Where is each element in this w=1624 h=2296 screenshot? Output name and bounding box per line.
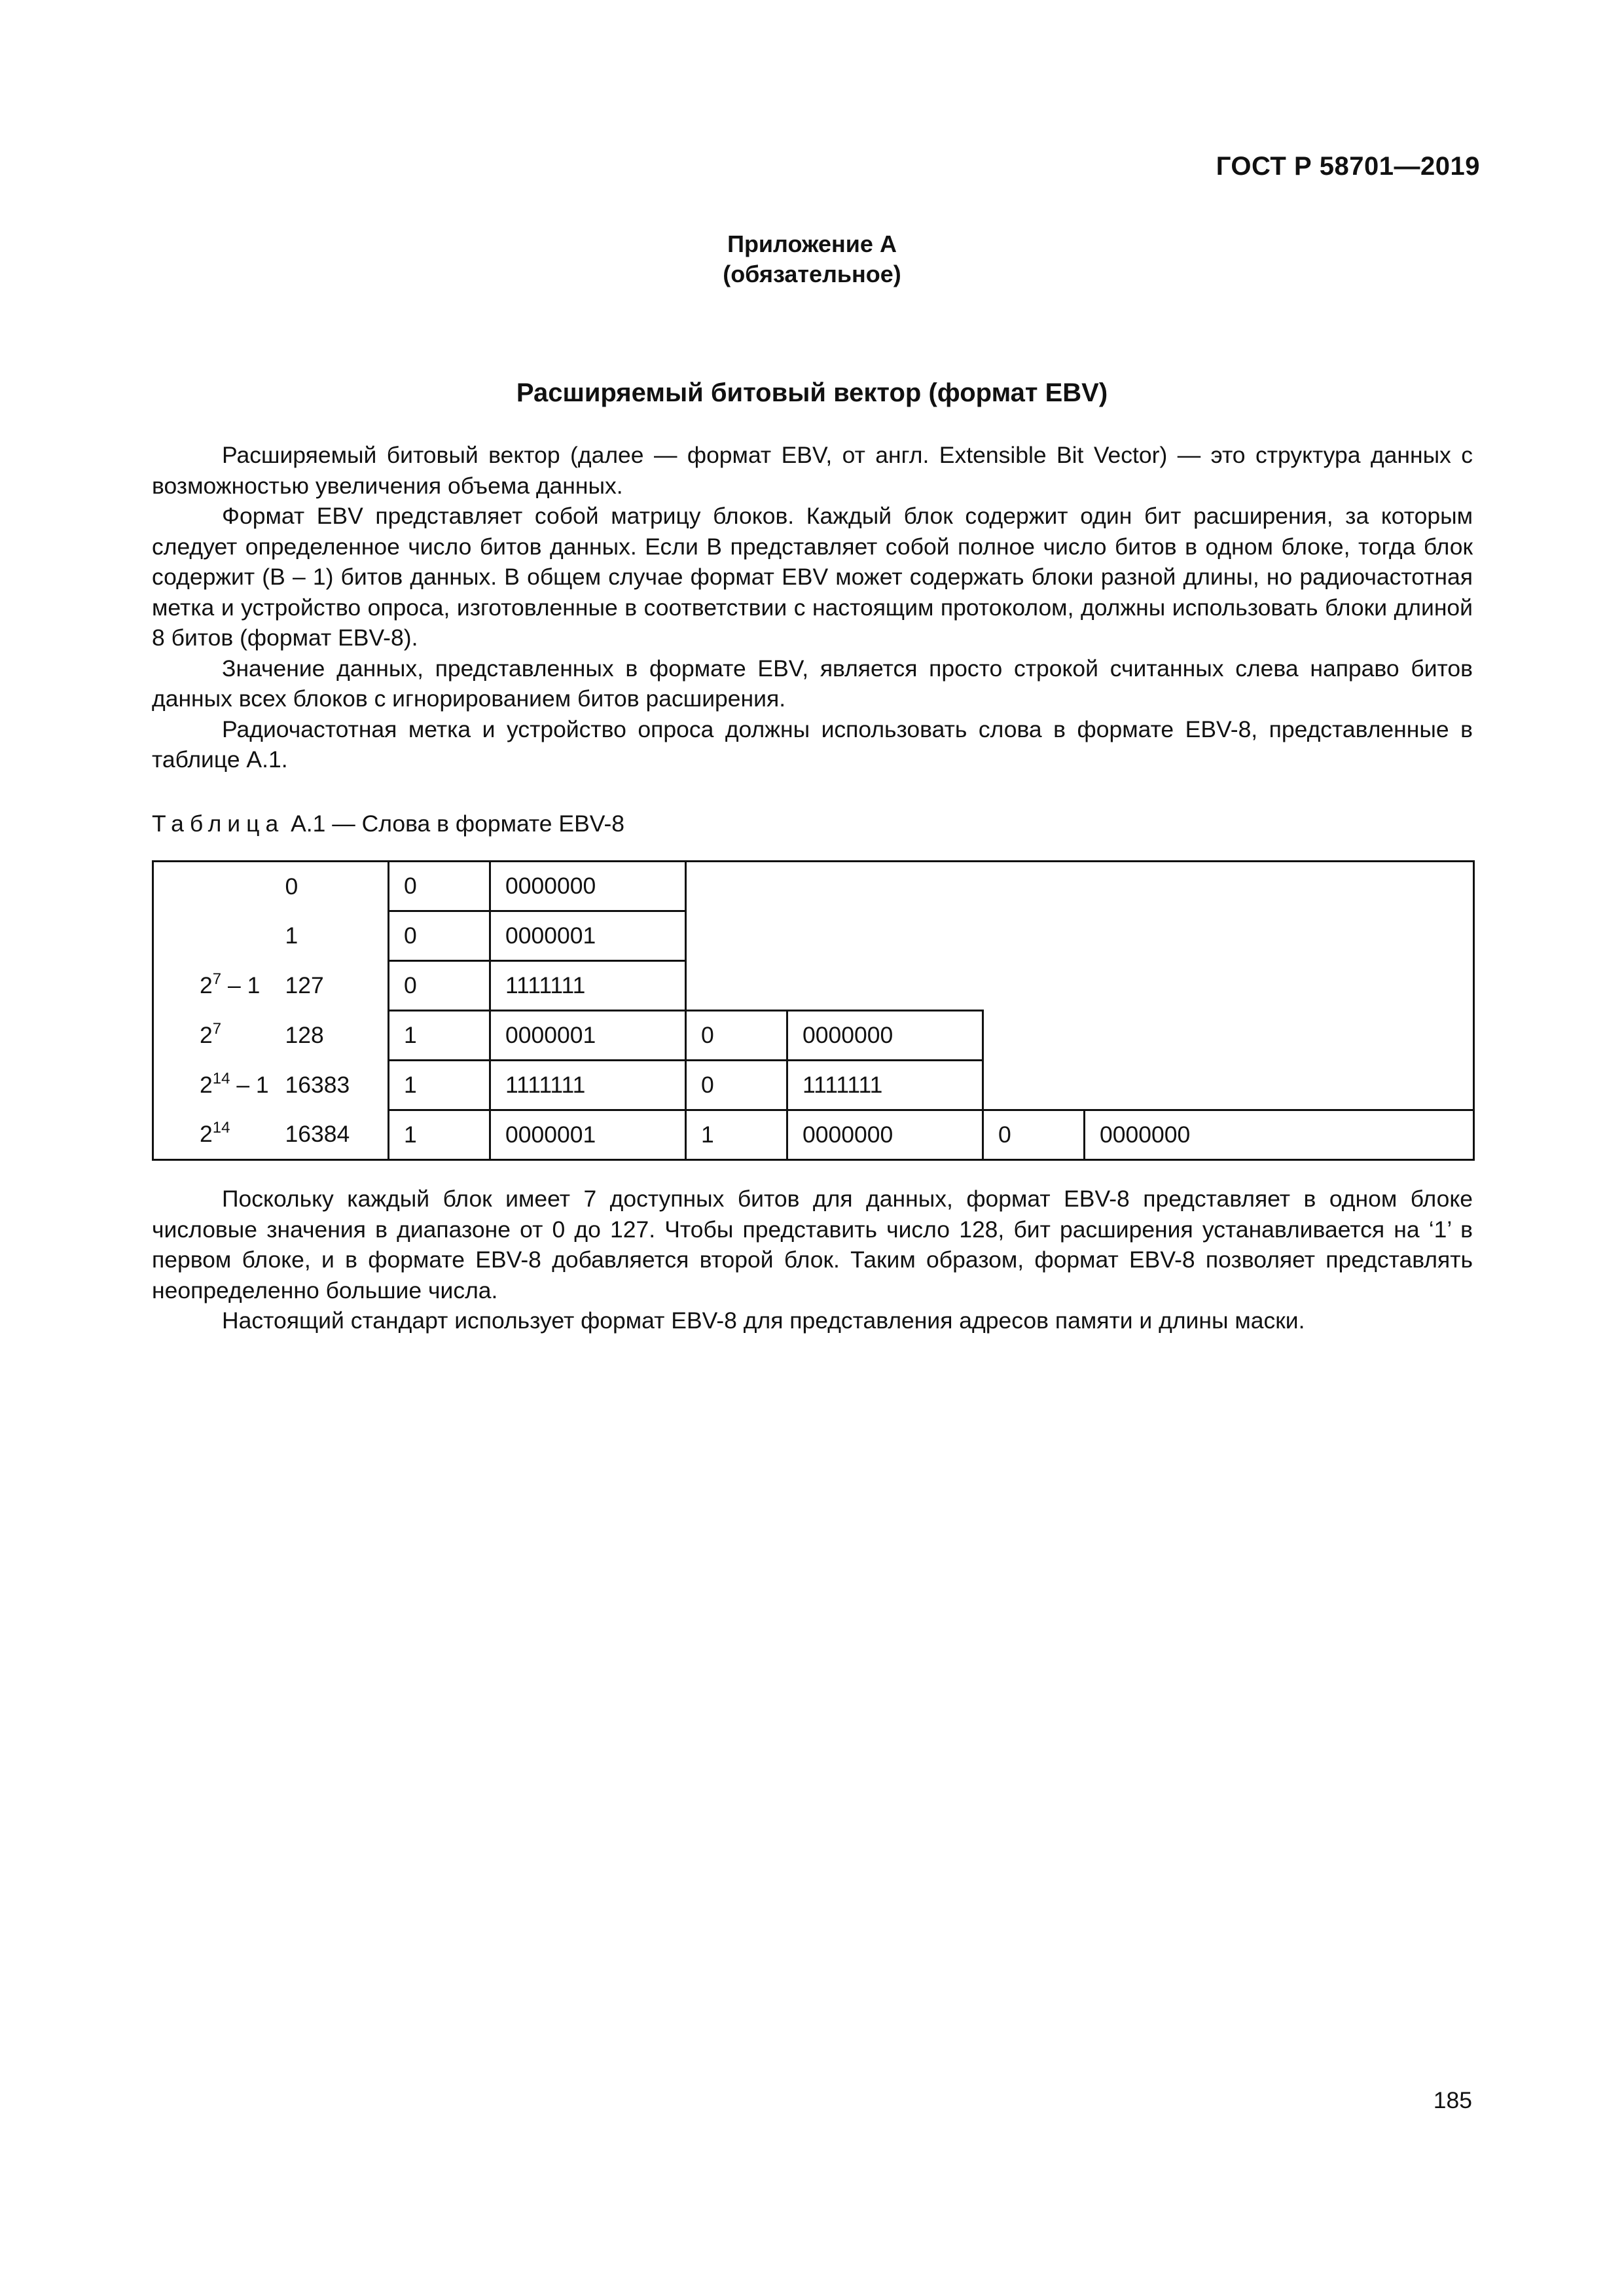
extension-bit-cell: 0 (686, 1061, 787, 1110)
table-row (153, 1011, 1474, 1061)
power-expression-cell (153, 1110, 271, 1160)
power-expression-cell (153, 911, 271, 961)
table-caption-label: Таблица (152, 811, 285, 837)
table-row (153, 862, 1474, 911)
data-bits-cell: 0000000 (490, 862, 686, 911)
extension-bit-cell: 0 (389, 911, 490, 961)
power-base: 2 (200, 1121, 213, 1148)
empty-cell (1085, 911, 1474, 961)
table-caption (152, 811, 624, 837)
appendix-label: Приложение А (727, 230, 897, 257)
data-bits-cell: 0000000 (787, 1011, 983, 1061)
data-bits-cell: 0000001 (490, 1110, 686, 1160)
paragraph: Значение данных, представленных в формате EBV, является просто строкой считанных слева направо битов данных всех блоков с игнорированием битов расширения. (152, 655, 1473, 712)
table-row (153, 961, 1474, 1011)
empty-cell (787, 862, 983, 911)
table-row (153, 911, 1474, 961)
empty-cell (983, 911, 1085, 961)
paragraph: Формат EBV представляет собой матрицу блоков. Каждый блок содержит один бит расширения, за которым следует определенное число битов данных. Если В представляет собой полное число битов в одном блоке, тогда блок содержит (В – 1) битов данных. В общем случае формат EBV может содержать блоки разной длины, но радиочастотная метка и устройство опроса, изготовленные в соответствии с настоящим протоколом, должны использовать блоки длиной 8 битов (формат EBV-8). (152, 503, 1473, 651)
paragraph: Расширяемый битовый вектор (далее — формат EBV, от англ. Extensible Bit Vector) — это структура данных с возможностью увеличения объема данных. (152, 442, 1473, 499)
extension-bit-cell: 0 (983, 1110, 1085, 1160)
table-row (153, 1110, 1474, 1160)
appendix-heading (0, 229, 1624, 289)
power-exponent: 7 (212, 1020, 222, 1038)
data-bits-cell: 1111111 (787, 1061, 983, 1110)
paragraph: Поскольку каждый блок имеет 7 доступных битов для данных, формат EBV-8 представляет в одном блоке числовые значения в диапазоне от 0 до 127. Чтобы представить число 128, бит расширения устанавливается на ‘1’ в первом блоке, и в формате EBV-8 добавляется второй блок. Таким образом, формат EBV-8 позволяет представлять неопределенно большие числа. (152, 1186, 1473, 1303)
empty-cell (787, 911, 983, 961)
power-expression-cell (153, 1011, 271, 1061)
power-base: 2 (200, 1022, 213, 1048)
power-suffix: – 1 (221, 972, 261, 998)
extension-bit-cell: 0 (389, 961, 490, 1011)
table-caption-text: А.1 — Слова в формате EBV-8 (291, 811, 625, 837)
empty-cell (686, 911, 787, 961)
data-bits-cell: 0000000 (1085, 1110, 1474, 1160)
extension-bit-cell: 0 (686, 1011, 787, 1061)
empty-cell (1085, 862, 1474, 911)
data-bits-cell: 1111111 (490, 961, 686, 1011)
empty-cell (1085, 1011, 1474, 1061)
empty-cell (787, 961, 983, 1011)
data-bits-cell: 0000000 (787, 1110, 983, 1160)
power-expression-cell (153, 1061, 271, 1110)
empty-cell (983, 1011, 1085, 1061)
empty-cell (983, 961, 1085, 1011)
power-base: 2 (200, 972, 213, 998)
decimal-value-cell: 16383 (285, 1072, 350, 1098)
power-base: 2 (200, 1072, 213, 1098)
decimal-value-cell: 127 (285, 972, 324, 998)
paragraph: Радиочастотная метка и устройство опроса должны использовать слова в формате EBV-8, представленные в таблице А.1. (152, 716, 1473, 773)
ebv8-table (152, 860, 1475, 1161)
standard-number: ГОСТ Р 58701—2019 (1216, 152, 1480, 181)
power-exponent: 7 (212, 970, 222, 988)
power-expression-cell (153, 862, 271, 911)
power-suffix: – 1 (230, 1072, 269, 1098)
decimal-value-cell: 1 (285, 922, 298, 949)
decimal-value-cell: 16384 (271, 1110, 389, 1160)
extension-bit-cell: 0 (389, 862, 490, 911)
power-expression-cell (153, 961, 271, 1011)
empty-cell (1085, 961, 1474, 1011)
table-row (153, 1061, 1474, 1110)
intro-text (152, 440, 1473, 775)
extension-bit-cell: 1 (389, 1011, 490, 1061)
page-number: 185 (1433, 2087, 1472, 2113)
power-exponent: 14 (212, 1070, 230, 1087)
empty-cell (686, 862, 787, 911)
extension-bit-cell: 1 (389, 1110, 490, 1160)
power-exponent: 14 (212, 1119, 230, 1137)
empty-cell (1085, 1061, 1474, 1110)
section-title: Расширяемый битовый вектор (формат EBV) (516, 378, 1108, 407)
paragraph: Настоящий стандарт использует формат EBV-8 для представления адресов памяти и длины маски. (222, 1307, 1305, 1334)
extension-bit-cell: 1 (389, 1061, 490, 1110)
data-bits-cell: 1111111 (490, 1061, 686, 1110)
decimal-value-cell: 128 (285, 1022, 324, 1048)
appendix-status: (обязательное) (723, 261, 901, 287)
data-bits-cell: 0000001 (490, 911, 686, 961)
data-bits-cell: 0000001 (490, 1011, 686, 1061)
decimal-value-cell: 0 (271, 862, 389, 911)
outro-text (152, 1184, 1473, 1336)
extension-bit-cell: 1 (686, 1110, 787, 1160)
empty-cell (983, 1061, 1085, 1110)
empty-cell (983, 862, 1085, 911)
empty-cell (686, 961, 787, 1011)
